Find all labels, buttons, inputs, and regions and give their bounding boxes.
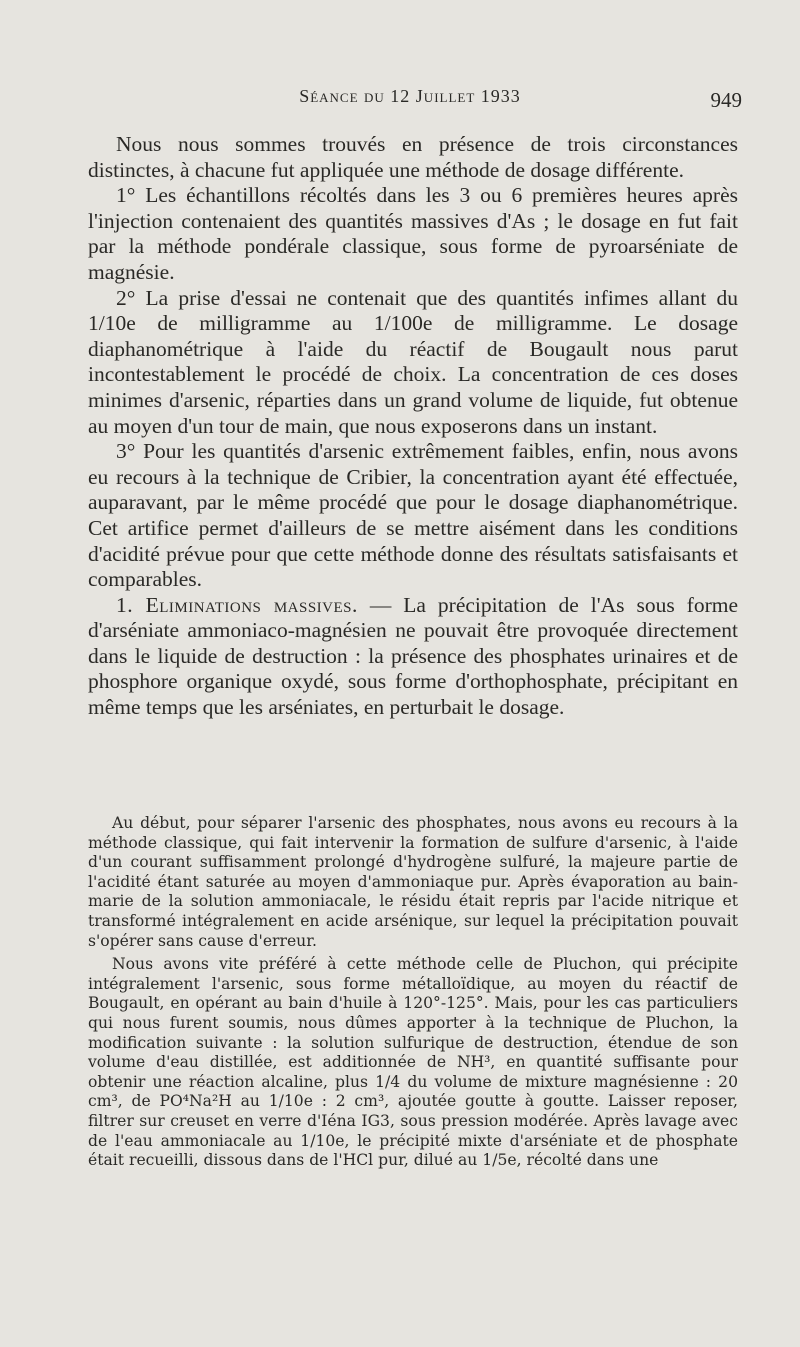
section-heading: 1. Eliminations massives. xyxy=(116,592,358,617)
fine-paragraph: Au début, pour séparer l'arsenic des phosphates, nous avons eu recours à la méthode classique, qui fait intervenir la formation de sulfure d'arsenic, à l'aide d'un courant suffisamment prolongé d'hydrogène sulfuré, la majeure partie de l'acidité étant saturée au moyen d'ammoniaque pur. Après évaporation au bain-marie de la solution ammoniacale, le résidu était repris par l'acide nitrique et transformé intégralement en acide arsénique, sur lequel la précipitation pouvait s'opérer sans cause d'erreur. xyxy=(88,814,738,950)
paragraph: Nous nous sommes trouvés en présence de trois circonstances distinctes, à chacune fut appliquée une méthode de dosage différente. xyxy=(88,132,738,182)
fine-print xyxy=(88,814,738,1171)
section-text: — La précipitation de l'As sous forme d'arséniate ammoniaco-magnésien ne pouvait être provoquée directement dans le liquide de destruction : la présence des phosphates urinaires et de phosphore organique oxydé, sous forme d'orthophosphate, précipitant en même temps que les arséniates, en perturbait le dosage. xyxy=(88,592,738,720)
paragraph: 3° Pour les quantités d'arsenic extrêmement faibles, enfin, nous avons eu recours à la technique de Cribier, la concentration ayant été effectuée, auparavant, par le même procédé que pour le dosage diaphanométrique. Cet artifice permet d'ailleurs de se mettre aisément dans les conditions d'acidité prévue pour que cette méthode donne des résultats satisfaisants et comparables. xyxy=(88,439,738,592)
running-title: Séance du 12 Juillet 1933 xyxy=(299,86,521,106)
paragraph: 1° Les échantillons récoltés dans les 3 ou 6 premières heures après l'injection contenaient des quantités massives d'As ; le dosage en fut fait par la méthode pondérale classique, sous forme de pyroarséniate de magnésie. xyxy=(88,183,738,284)
running-header xyxy=(80,86,740,116)
fine-paragraph: Nous avons vite préféré à cette méthode celle de Pluchon, qui précipite intégralement l'arsenic, sous forme métalloïdique, au moyen du réactif de Bougault, en opérant au bain d'huile à 120°-125°. Mais, pour les cas particuliers qui nous furent soumis, nous dûmes apporter à la technique de Pluchon, la modification suivante : la solution sulfurique de destruction, étendue de son volume d'eau distillée, est additionnée de NH³, en quantité suffisante pour obtenir une réaction alcaline, plus 1/4 du volume de mixture magnésienne : 20 cm³, de PO⁴Na²H au 1/10e : 2 cm³, ajoutée goutte à goutte. Laisser reposer, filtrer sur creuset en verre d'Iéna IG3, sous pression modérée. Après lavage avec de l'eau ammoniacale au 1/10e, le précipité mixte d'arséniate et de phosphate était recueilli, dissous dans de l'HCl pur, dilué au 1/5e, récolté dans une xyxy=(88,955,738,1170)
paragraph: 2° La prise d'essai ne contenait que des quantités infimes allant du 1/10e de milligramme au 1/100e de milligramme. Le dosage diaphanométrique à l'aide du réactif de Bougault nous parut incontestablement le procédé de choix. La concentration de ces doses minimes d'arsenic, réparties dans un grand volume de liquide, fut obtenue au moyen d'un tour de main, que nous exposerons dans un instant. xyxy=(88,285,738,438)
section-paragraph xyxy=(88,593,738,721)
main-text xyxy=(88,132,738,721)
page-number: 949 xyxy=(710,88,742,112)
